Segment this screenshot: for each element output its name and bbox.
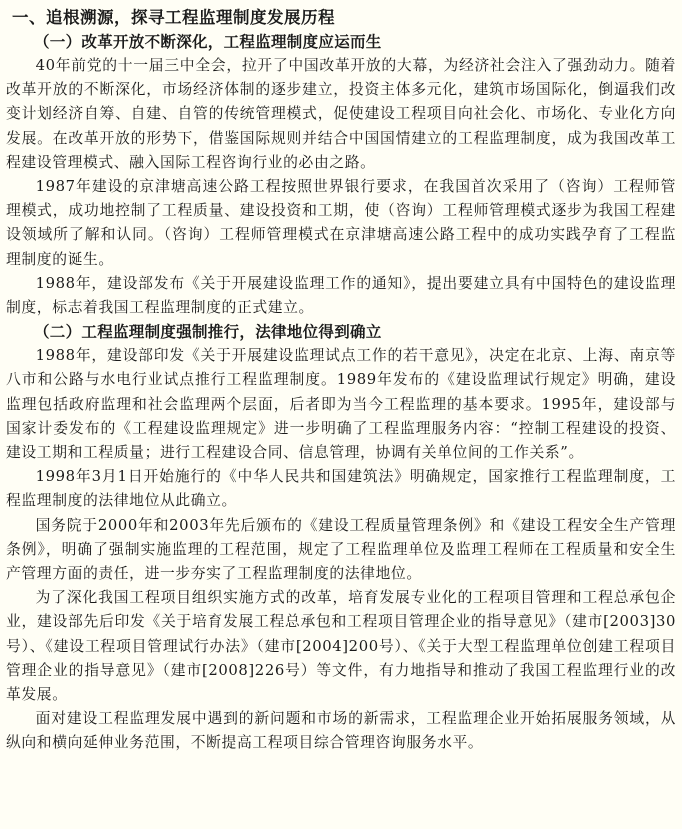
section-2-paragraph: 1998年3月1日开始施行的《中华人民共和国建筑法》明确规定，国家推行工程监理制度，工程监理制度的法律地位从此确立。 [6,468,676,510]
section-1-title: （一）改革开放不断深化，工程监理制度应运而生 [34,33,382,51]
section-2-paragraph: 为了深化我国工程项目组织实施方式的改革，培育发展专业化的工程项目管理和工程总承包企业，建设部先后印发《关于培育发展工程总承包和工程项目管理企业的指导意见》（建市[2003]30号）、《建设工程项目管理试行办法》（建市[2004]200号）、《关于大型工程监理单位创建工程项目管理企业的指导意见》（建市[2008]226号）等文件，有力地指导和推动了我国工程监理行业的改革发展。 [6,589,676,704]
main-heading: 一、追根溯源，探寻工程监理制度发展历程 [12,8,335,27]
section-2-title: （二）工程监理制度强制推行，法律地位得到确立 [34,323,382,342]
section-1-paragraph: 1988年，建设部发布《关于开展建设监理工作的通知》，提出要建立具有中国特色的建设监理制度，标志着我国工程监理制度的正式建立。 [6,274,676,317]
section-2-paragraph: 面对建设工程监理发展中遇到的新问题和市场的新需求，工程监理企业开始拓展服务领域，从纵向和横向延伸业务范围，不断提高工程项目综合管理咨询服务水平。 [6,710,676,752]
section-2-paragraph: 国务院于2000年和2003年先后颁布的《建设工程质量管理条例》和《建设工程安全生产管理条例》，明确了强制实施监理的工程范围，规定了工程监理单位及监理工程师在工程质量和安全生产管理方面的责任，进一步夯实了工程监理制度的法律地位。 [6,516,676,583]
section-1-paragraph: 1987年建设的京津塘高速公路工程按照世界银行要求，在我国首次采用了（咨询）工程师管理模式，成功地控制了工程质量、建设投资和工期，使（咨询）工程师管理模式逐步为我国工程建设领域所了解和认同。（咨询）工程师管理模式在京津塘高速公路工程中的成功实践孕育了工程监理制度的诞生。 [6,178,676,268]
section-1-paragraph: 40年前党的十一届三中全会，拉开了中国改革开放的大幕，为经济社会注入了强劲动力。随着改革开放的不断深化，市场经济体制的逐步建立，投资主体多元化，建筑市场国际化，倒逼我们改变计划经济自筹、自建、自管的传统管理模式，促使建设工程项目向社会化、市场化、专业化方向发展。在改革开放的形势下，借鉴国际规则并结合中国国情建立的工程监理制度，成为我国改革工程建设管理模式、融入国际工程咨询行业的必由之路。 [6,57,676,171]
section-2-paragraph: 1988年，建设部印发《关于开展建设监理试点工作的若干意见》，决定在北京、上海、南京等八市和公路与水电行业试点推行工程监理制度。1989年发布的《建设监理试行规定》明确，建设监理包括政府监理和社会监理两个层面，后者即为当今工程监理的基本要求。1995年，建设部与国家计委发布的《工程建设监理规定》进一步明确了工程监理服务内容：“控制工程建设的投资、建设工期和工程质量；进行工程建设合同、信息管理，协调有关单位间的工作关系”。 [6,347,676,462]
